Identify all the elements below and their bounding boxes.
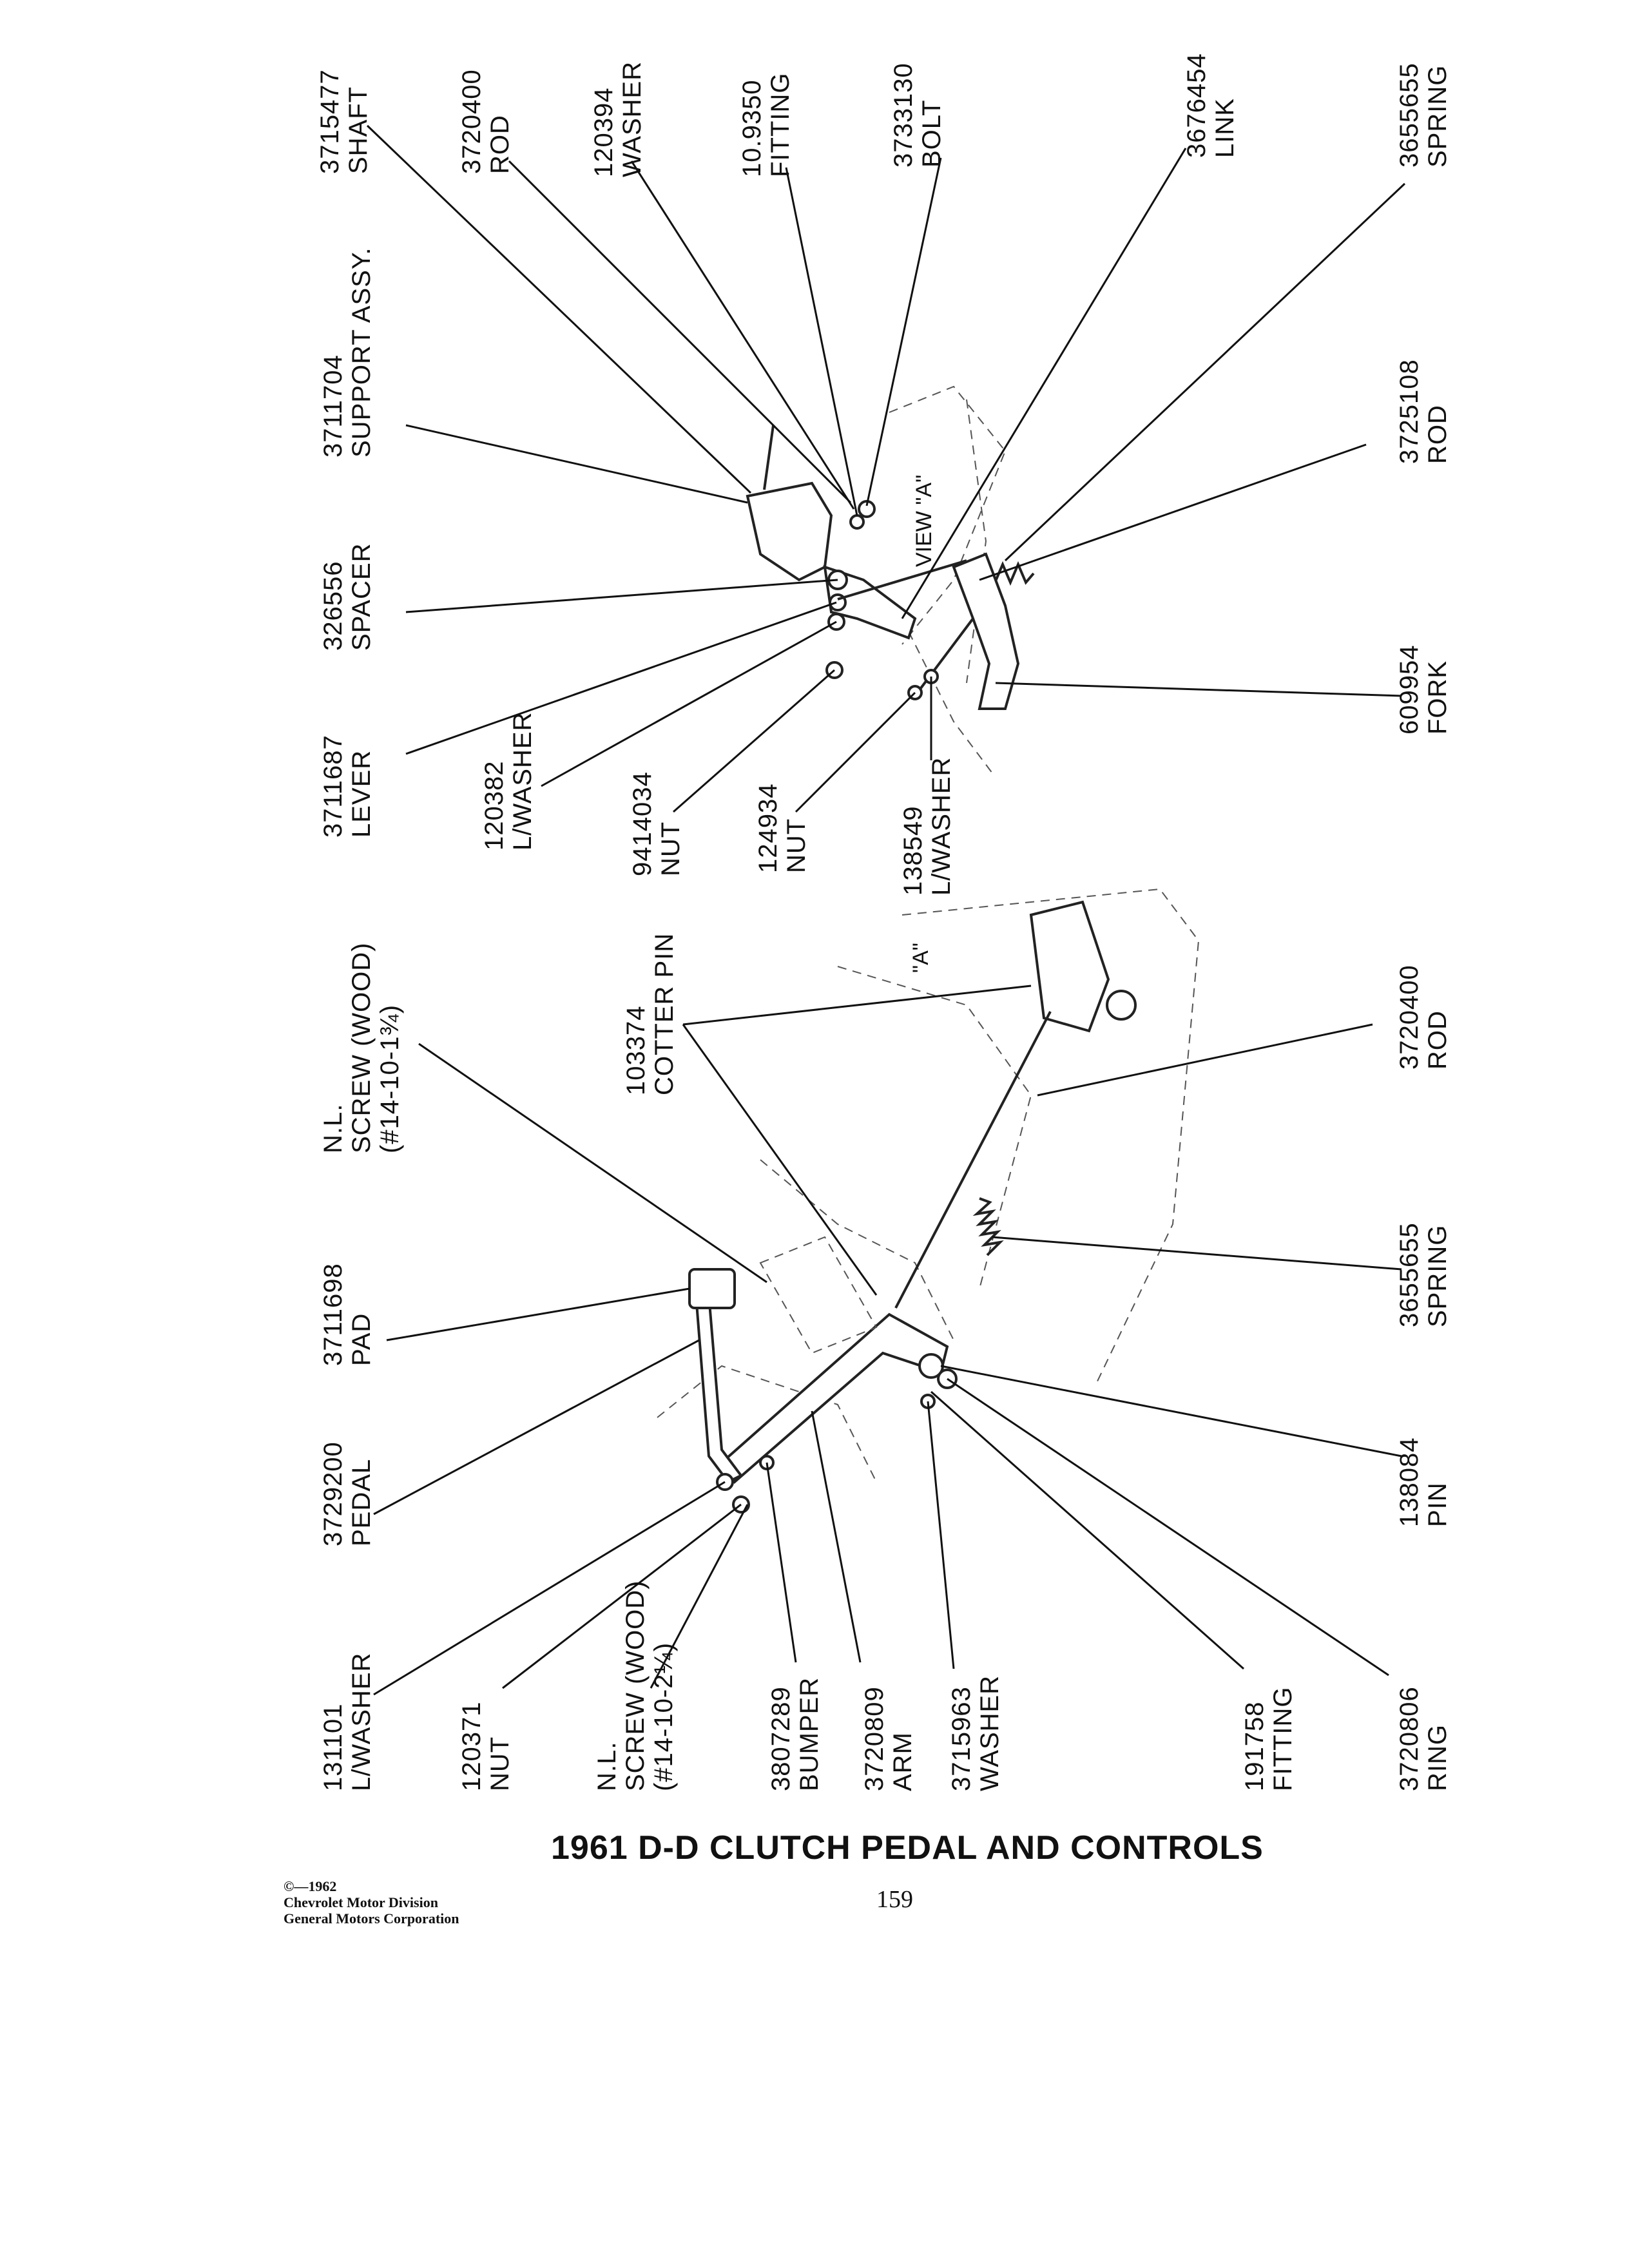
label-3729200-pedal: 3729200PEDAL — [319, 1441, 376, 1546]
support-assembly-part — [747, 483, 831, 580]
leader-lines — [367, 126, 1405, 1695]
label-609954-fork: 609954FORK — [1395, 644, 1452, 735]
copyright-line-3: General Motors Corporation — [284, 1910, 459, 1927]
label-nl-screw-wood-upper: N.L.SCREW (WOOD)(#14-10-1¾) — [319, 942, 404, 1153]
label-3655655-spring-upper: 3655655SPRING — [1395, 62, 1452, 168]
lower-pedal-drawing — [657, 889, 1199, 1512]
label-3715963-washer: 3715963WASHER — [947, 1675, 1004, 1791]
lower-spring-part — [977, 1198, 1000, 1255]
label-120394-washer: 120394WASHER — [590, 61, 646, 177]
lower-labels — [319, 933, 1452, 1791]
page-title: 1961 D-D CLUTCH PEDAL AND CONTROLS — [551, 1829, 1264, 1867]
label-3807289-bumper: 3807289BUMPER — [767, 1677, 824, 1791]
label-326556-spacer: 326556SPACER — [319, 543, 376, 651]
label-3725108-rod: 3725108ROD — [1395, 359, 1452, 464]
copyright-line-1: ©—1962 — [284, 1878, 337, 1894]
pad-part — [689, 1269, 735, 1308]
label-3655655-spring-lower: 3655655SPRING — [1395, 1222, 1452, 1327]
label-9414034-nut: 9414034NUT — [628, 771, 685, 876]
label-124934-nut: 124934NUT — [754, 783, 811, 873]
label-3711704-support-assy: 3711704SUPPORT ASSY. — [319, 247, 376, 457]
view-a-label: VIEW "A" — [912, 474, 936, 567]
shaft-part — [764, 425, 773, 490]
label-3715477-shaft: 3715477SHAFT — [316, 69, 372, 174]
label-nl-screw-wood-lower: N.L.SCREW (WOOD)(#14-10-2¼) — [593, 1580, 678, 1791]
upper-view-drawing — [747, 387, 1034, 773]
label-3720400-rod-upper: 3720400ROD — [458, 69, 514, 174]
pivot-part — [1107, 991, 1135, 1019]
label-3711687-lever: 3711687LEVER — [319, 735, 376, 838]
label-3720809-arm: 3720809ARM — [860, 1686, 917, 1791]
pedal-rod-part — [896, 1012, 1050, 1308]
fitting-part — [851, 515, 863, 528]
label-3711698-pad: 3711698PAD — [319, 1263, 376, 1366]
ref-a-label: "A" — [909, 943, 933, 973]
label-3733130-bolt: 3733130BOLT — [889, 62, 946, 168]
label-138549-lwasher: 138549L/WASHER — [899, 756, 956, 896]
arm-part — [722, 1314, 947, 1482]
label-3720400-rod-lower: 3720400ROD — [1395, 965, 1452, 1070]
page-number: 159 — [876, 1886, 913, 1913]
label-3720806-ring: 3720806RING — [1395, 1686, 1452, 1791]
fork-rod-part — [915, 619, 973, 696]
copyright-line-2: Chevrolet Motor Division — [284, 1894, 438, 1910]
label-120371-nut: 120371NUT — [458, 1701, 514, 1791]
pedal-bracket-part — [1031, 902, 1108, 1031]
label-138084-pin: 138084PIN — [1395, 1437, 1452, 1527]
label-10-9350-fitting: 10.9350FITTING — [738, 72, 795, 177]
label-120382-lwasher: 120382L/WASHER — [480, 711, 537, 850]
label-103374-cotter-pin: 103374COTTER PIN — [622, 932, 679, 1095]
label-3676454-link: 3676454LINK — [1182, 53, 1239, 158]
label-131101-lwasher: 131101L/WASHER — [319, 1652, 376, 1791]
label-191758-fitting: 191758FITTING — [1240, 1686, 1297, 1791]
